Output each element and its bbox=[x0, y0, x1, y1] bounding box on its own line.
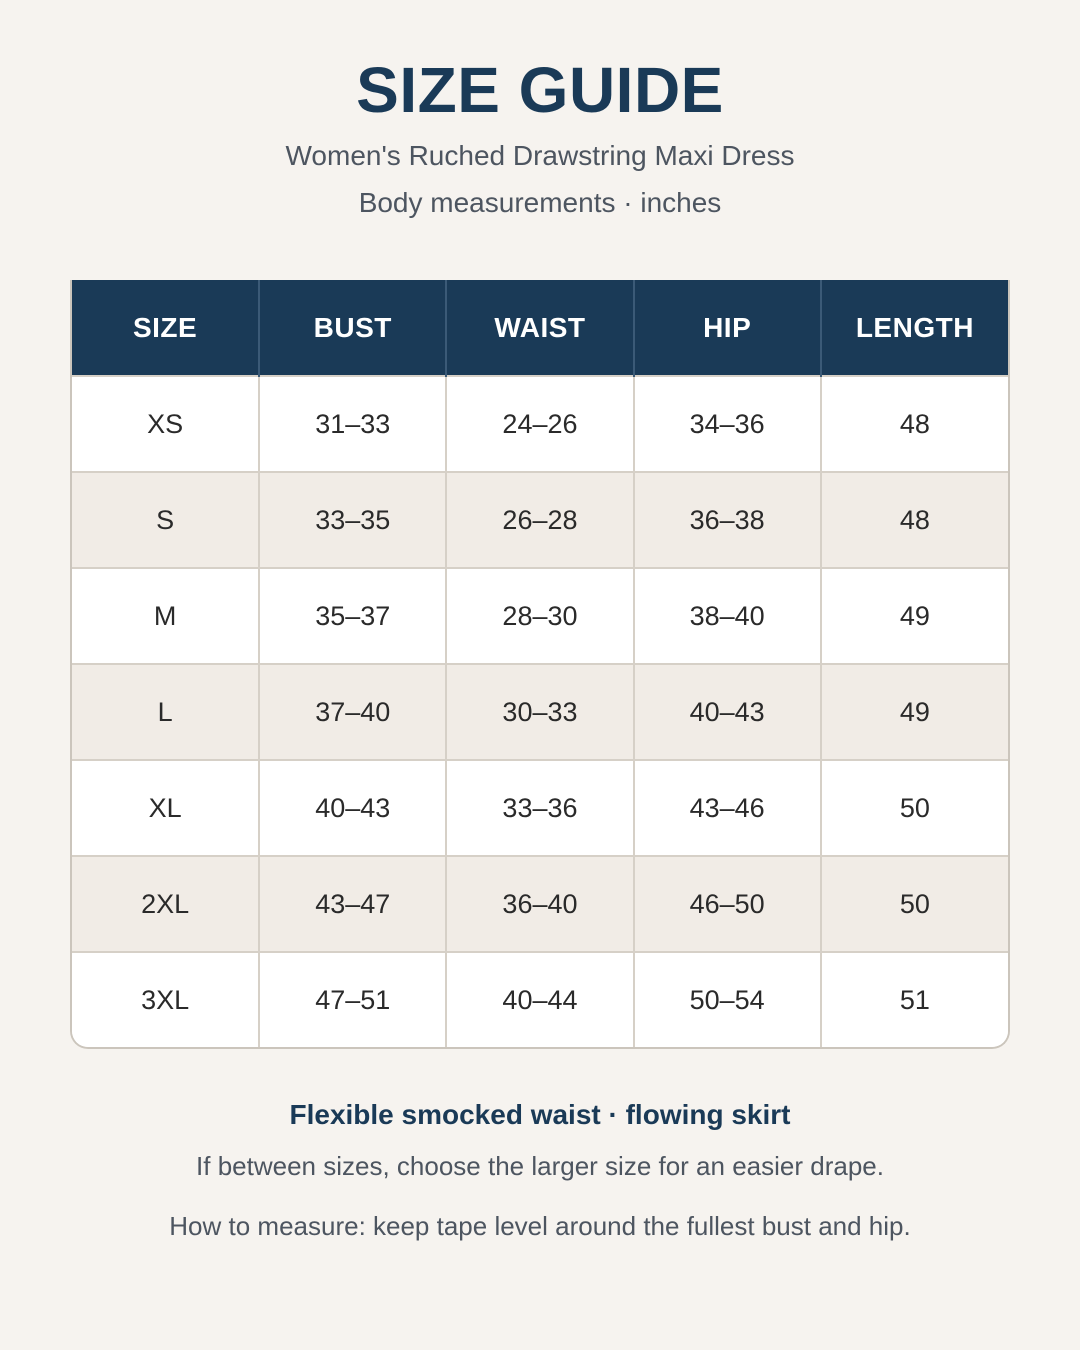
size-table bbox=[72, 280, 1008, 1047]
hip-cell: 46–50 bbox=[634, 856, 821, 952]
size-cell: S bbox=[72, 472, 259, 568]
table-row bbox=[72, 568, 1008, 664]
length-cell: 50 bbox=[821, 760, 1008, 856]
bust-cell: 47–51 bbox=[259, 952, 446, 1047]
length-cell: 51 bbox=[821, 952, 1008, 1047]
length-cell: 49 bbox=[821, 664, 1008, 760]
bust-cell: 40–43 bbox=[259, 760, 446, 856]
fit-note-title: Flexible smocked waist · flowing skirt bbox=[289, 1099, 791, 1130]
product-name: Women's Ruched Drawstring Maxi Dress bbox=[285, 140, 795, 171]
hip-cell: 40–43 bbox=[634, 664, 821, 760]
hip-cell: 50–54 bbox=[634, 952, 821, 1047]
hip-cell: 43–46 bbox=[634, 760, 821, 856]
table-header-row bbox=[72, 280, 1008, 376]
column-header-hip: HIP bbox=[634, 280, 821, 376]
measurement-units: Body measurements · inches bbox=[358, 187, 722, 218]
hip-cell: 36–38 bbox=[634, 472, 821, 568]
waist-cell: 40–44 bbox=[446, 952, 633, 1047]
column-header-size: SIZE bbox=[72, 280, 259, 376]
column-header-length: LENGTH bbox=[821, 280, 1008, 376]
table-row bbox=[72, 760, 1008, 856]
size-cell: XL bbox=[72, 760, 259, 856]
size-cell: L bbox=[72, 664, 259, 760]
waist-cell: 36–40 bbox=[446, 856, 633, 952]
table-row bbox=[72, 472, 1008, 568]
column-header-waist: WAIST bbox=[446, 280, 633, 376]
bust-cell: 33–35 bbox=[259, 472, 446, 568]
bust-cell: 31–33 bbox=[259, 376, 446, 472]
bust-cell: 43–47 bbox=[259, 856, 446, 952]
size-cell: 3XL bbox=[72, 952, 259, 1047]
column-header-bust: BUST bbox=[259, 280, 446, 376]
waist-cell: 26–28 bbox=[446, 472, 633, 568]
table-row bbox=[72, 664, 1008, 760]
size-cell: XS bbox=[72, 376, 259, 472]
length-cell: 48 bbox=[821, 376, 1008, 472]
table-row bbox=[72, 376, 1008, 472]
length-cell: 50 bbox=[821, 856, 1008, 952]
fit-advice-text: If between sizes, choose the larger size for an easier drape. bbox=[196, 1151, 884, 1181]
size-cell: M bbox=[72, 568, 259, 664]
size-cell: 2XL bbox=[72, 856, 259, 952]
waist-cell: 30–33 bbox=[446, 664, 633, 760]
table-row bbox=[72, 952, 1008, 1047]
length-cell: 49 bbox=[821, 568, 1008, 664]
table-row bbox=[72, 856, 1008, 952]
size-table-container bbox=[70, 280, 1010, 1049]
hip-cell: 38–40 bbox=[634, 568, 821, 664]
length-cell: 48 bbox=[821, 472, 1008, 568]
bust-cell: 35–37 bbox=[259, 568, 446, 664]
page-title: SIZE GUIDE bbox=[356, 54, 724, 126]
waist-cell: 24–26 bbox=[446, 376, 633, 472]
waist-cell: 28–30 bbox=[446, 568, 633, 664]
hip-cell: 34–36 bbox=[634, 376, 821, 472]
measure-instructions-text: How to measure: keep tape level around the fullest bust and hip. bbox=[169, 1211, 911, 1241]
waist-cell: 33–36 bbox=[446, 760, 633, 856]
bust-cell: 37–40 bbox=[259, 664, 446, 760]
